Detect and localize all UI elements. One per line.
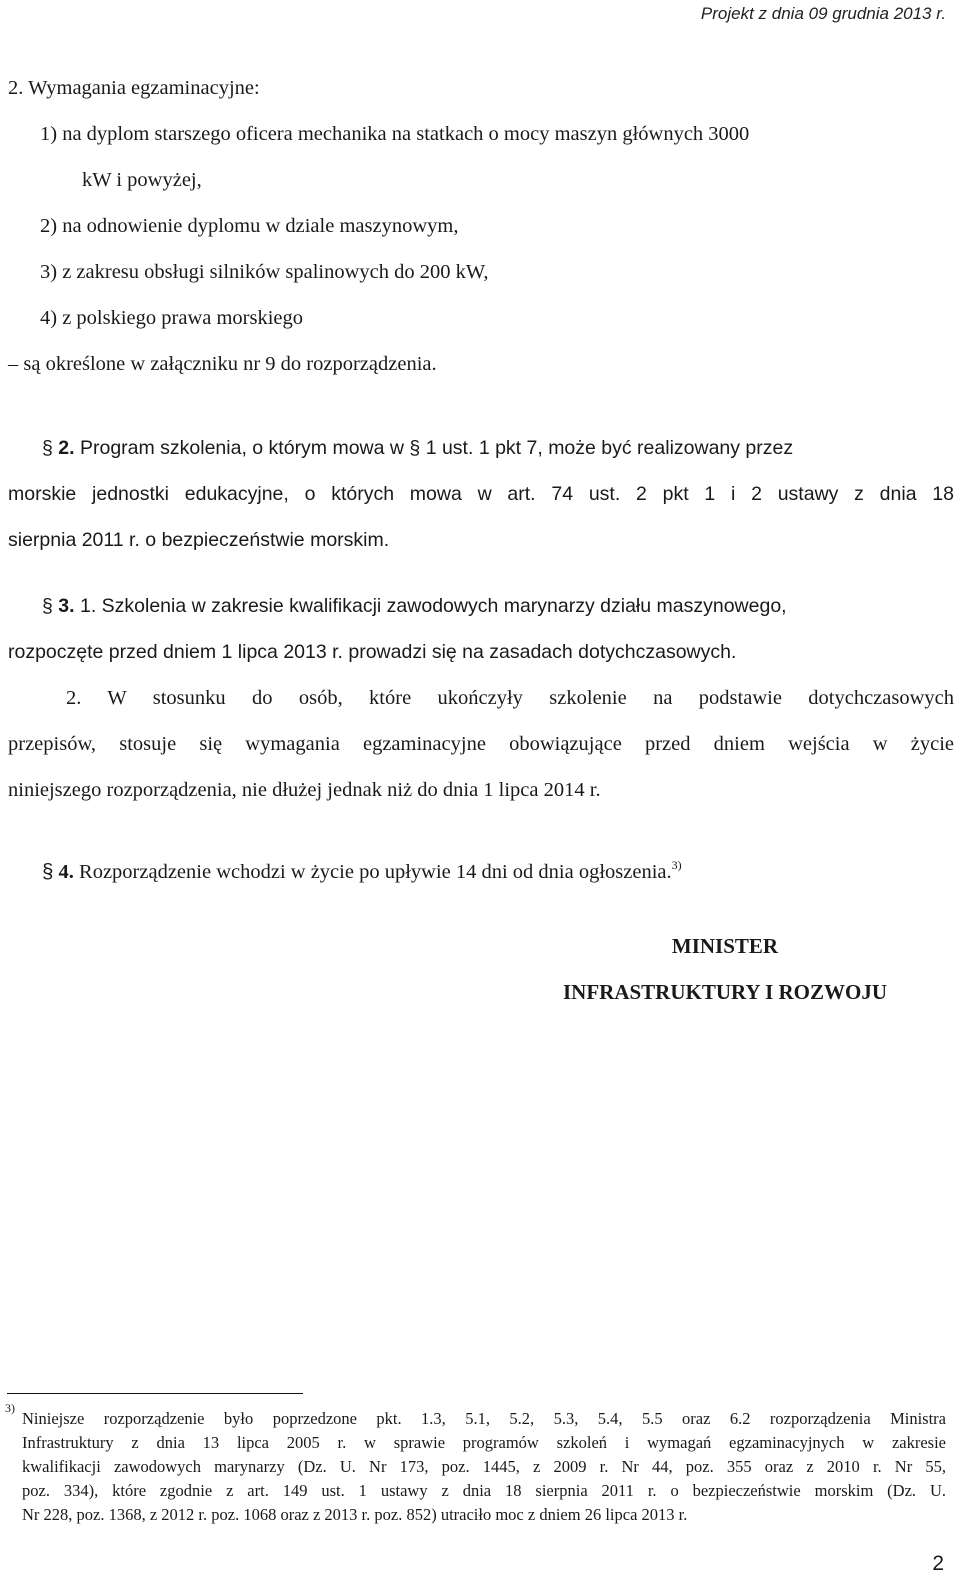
paragraph-text: 1 ust. 1 pkt 7, może być realizowany przez	[425, 437, 794, 459]
paragraph-3-point-2-line-2: przepisów, stosuje się wymagania egzaminacyjne obowiązujące przed dniem wejścia w życie	[8, 733, 954, 755]
footnote-line-5: Nr 228, poz. 1368, z 2012 r. poz. 1068 oraz z 2013 r. poz. 852) utraciło moc z dniem 26 lipca 2013 r.	[22, 1505, 688, 1524]
draft-date-header: Projekt z dnia 09 grudnia 2013 r.	[700, 4, 946, 23]
footnote-reference: 3)	[671, 858, 682, 872]
requirement-item-2: 2) na odnowienie dyplomu w dziale maszynowym,	[40, 215, 459, 237]
signature-ministry: INFRASTRUKTURY I ROZWOJU	[562, 980, 887, 1004]
requirement-item-1: 1) na dyplom starszego oficera mechanika na statkach o mocy maszyn głównych 3000	[40, 123, 750, 145]
requirements-closing: – są określone w załączniku nr 9 do rozporządzenia.	[8, 353, 437, 375]
paragraph-number: 4.	[58, 861, 74, 883]
footnote-separator	[7, 1393, 303, 1394]
paragraph-3-line-1	[42, 592, 954, 620]
paragraph-3-point-2-line-1: 2. W stosunku do osób, które ukończyły szkolenie na podstawie dotychczasowych	[66, 687, 954, 709]
footnote-line-3: kwalifikacji zawodowych marynarzy (Dz. U. Nr 173, poz. 1445, z 2009 r. Nr 44, poz. 355 oraz z 2010 r. Nr 55,	[22, 1457, 946, 1476]
requirement-item-1-continued: kW i powyżej,	[82, 169, 202, 191]
section-symbol: §	[409, 437, 421, 459]
paragraph-2-line-2: morskie jednostki edukacyjne, o których mowa w art. 74 ust. 2 pkt 1 i 2 ustawy z dnia 18	[8, 483, 954, 505]
footnote-line-1: Niniejsze rozporządzenie było poprzedzone pkt. 1.3, 5.1, 5.2, 5.3, 5.4, 5.5 oraz 6.2 rozporządzenia Ministra	[22, 1409, 946, 1428]
page-number: 2	[932, 1552, 944, 1575]
section-symbol: §	[42, 437, 53, 459]
footnote-line-2: Infrastruktury z dnia 13 lipca 2005 r. w sprawie programów szkoleń i wymagań egzaminacyjnych w zakresie	[22, 1433, 946, 1452]
paragraph-2-line-1	[42, 434, 954, 462]
paragraph-number: 3.	[58, 595, 75, 617]
signature-title: MINISTER	[671, 934, 779, 958]
paragraph-4	[42, 858, 682, 886]
section-symbol: §	[42, 595, 53, 617]
requirement-item-4: 4) z polskiego prawa morskiego	[40, 307, 304, 329]
paragraph-3-line-2: rozpoczęte przed dniem 1 lipca 2013 r. prowadzi się na zasadach dotychczasowych.	[8, 641, 737, 663]
paragraph-text: 1. Szkolenia w zakresie kwalifikacji zawodowych marynarzy działu maszynowego,	[79, 595, 787, 617]
footnote-line-4: poz. 334), które zgodnie z art. 149 ust. 1 ustawy z dnia 18 sierpnia 2011 r. o bezpieczeństwie morskim (Dz. U.	[22, 1481, 946, 1500]
paragraph-number: 2.	[58, 437, 75, 459]
paragraph-text: Rozporządzenie wchodzi w życie po upływie 14 dni od dnia ogłoszenia.	[79, 861, 672, 883]
requirement-item-3: 3) z zakresu obsługi silników spalinowych do 200 kW,	[40, 261, 489, 283]
footnote-marker: 3)	[5, 1401, 15, 1415]
section-symbol: §	[42, 860, 54, 883]
paragraph-text: Program szkolenia, o którym mowa w	[79, 437, 404, 459]
requirements-heading: 2. Wymagania egzaminacyjne:	[8, 77, 260, 99]
paragraph-2-line-3: sierpnia 2011 r. o bezpieczeństwie morskim.	[8, 529, 390, 551]
paragraph-3-point-2-line-3: niniejszego rozporządzenia, nie dłużej jednak niż do dnia 1 lipca 2014 r.	[8, 779, 601, 801]
